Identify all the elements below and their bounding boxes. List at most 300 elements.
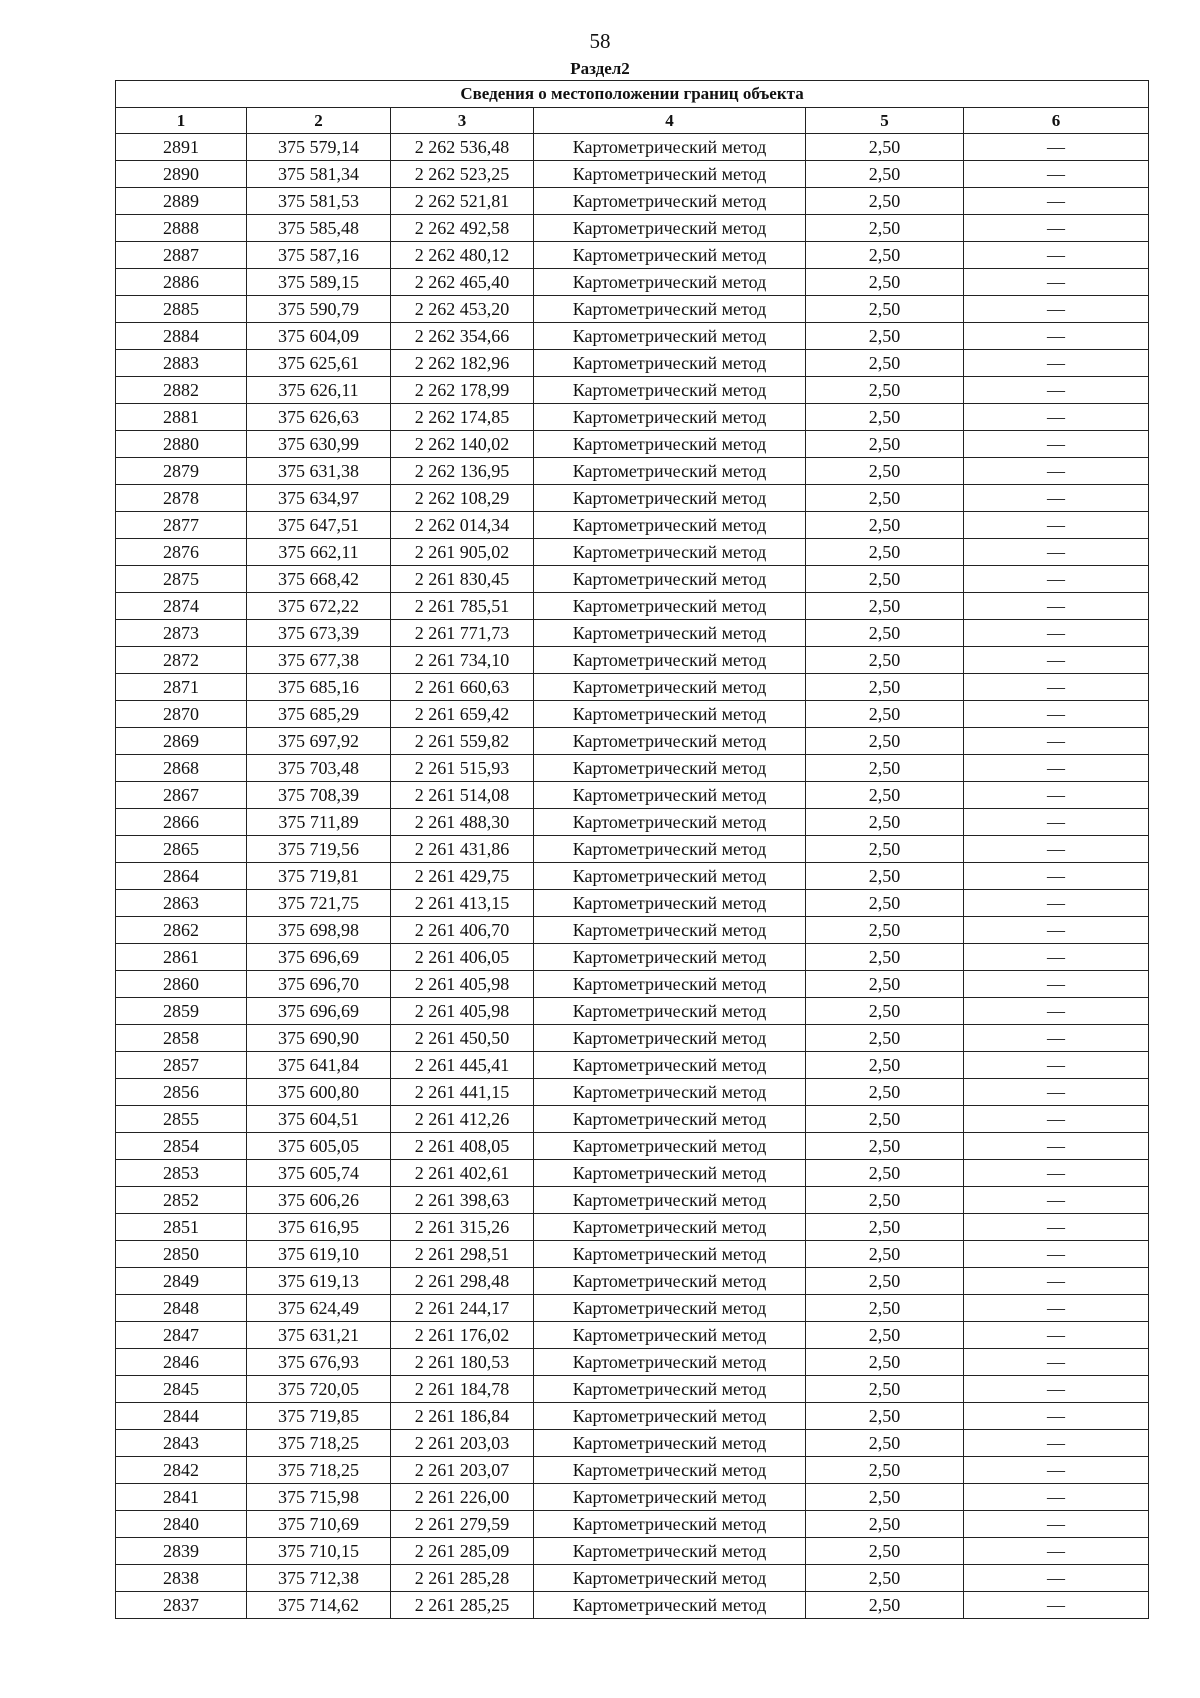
point-number-cell: 2865 xyxy=(116,836,247,863)
method-cell: Картометрический метод xyxy=(534,1133,806,1160)
method-cell: Картометрический метод xyxy=(534,890,806,917)
description-cell: — xyxy=(964,1187,1149,1214)
accuracy-cell: 2,50 xyxy=(806,296,964,323)
description-cell: — xyxy=(964,458,1149,485)
accuracy-cell: 2,50 xyxy=(806,728,964,755)
table-row xyxy=(116,404,1149,431)
point-number-cell: 2878 xyxy=(116,485,247,512)
method-cell: Картометрический метод xyxy=(534,1025,806,1052)
method-cell: Картометрический метод xyxy=(534,1349,806,1376)
table-row xyxy=(116,134,1149,161)
method-cell: Картометрический метод xyxy=(534,1457,806,1484)
accuracy-cell: 2,50 xyxy=(806,1214,964,1241)
y-coordinate-cell: 2 261 279,59 xyxy=(391,1511,534,1538)
table-row xyxy=(116,1511,1149,1538)
description-cell: — xyxy=(964,1376,1149,1403)
y-coordinate-cell: 2 261 830,45 xyxy=(391,566,534,593)
x-coordinate-cell: 375 677,38 xyxy=(247,647,391,674)
x-coordinate-cell: 375 710,15 xyxy=(247,1538,391,1565)
accuracy-cell: 2,50 xyxy=(806,944,964,971)
method-cell: Картометрический метод xyxy=(534,1376,806,1403)
description-cell: — xyxy=(964,296,1149,323)
accuracy-cell: 2,50 xyxy=(806,593,964,620)
description-cell: — xyxy=(964,1241,1149,1268)
point-number-cell: 2879 xyxy=(116,458,247,485)
method-cell: Картометрический метод xyxy=(534,593,806,620)
y-coordinate-cell: 2 261 285,09 xyxy=(391,1538,534,1565)
table-row xyxy=(116,1349,1149,1376)
x-coordinate-cell: 375 685,29 xyxy=(247,701,391,728)
description-cell: — xyxy=(964,323,1149,350)
method-cell: Картометрический метод xyxy=(534,1538,806,1565)
table-row xyxy=(116,1322,1149,1349)
description-cell: — xyxy=(964,431,1149,458)
accuracy-cell: 2,50 xyxy=(806,431,964,458)
accuracy-cell: 2,50 xyxy=(806,485,964,512)
point-number-cell: 2857 xyxy=(116,1052,247,1079)
x-coordinate-cell: 375 624,49 xyxy=(247,1295,391,1322)
x-coordinate-cell: 375 690,90 xyxy=(247,1025,391,1052)
y-coordinate-cell: 2 261 734,10 xyxy=(391,647,534,674)
table-row xyxy=(116,647,1149,674)
x-coordinate-cell: 375 590,79 xyxy=(247,296,391,323)
point-number-cell: 2853 xyxy=(116,1160,247,1187)
x-coordinate-cell: 375 676,93 xyxy=(247,1349,391,1376)
x-coordinate-cell: 375 600,80 xyxy=(247,1079,391,1106)
x-coordinate-cell: 375 604,09 xyxy=(247,323,391,350)
description-cell: — xyxy=(964,1160,1149,1187)
description-cell: — xyxy=(964,1565,1149,1592)
accuracy-cell: 2,50 xyxy=(806,674,964,701)
method-cell: Картометрический метод xyxy=(534,701,806,728)
method-cell: Картометрический метод xyxy=(534,1160,806,1187)
table-row xyxy=(116,1025,1149,1052)
table-row xyxy=(116,1457,1149,1484)
y-coordinate-cell: 2 261 176,02 xyxy=(391,1322,534,1349)
point-number-cell: 2851 xyxy=(116,1214,247,1241)
method-cell: Картометрический метод xyxy=(534,1322,806,1349)
method-cell: Картометрический метод xyxy=(534,431,806,458)
accuracy-cell: 2,50 xyxy=(806,134,964,161)
x-coordinate-cell: 375 589,15 xyxy=(247,269,391,296)
y-coordinate-cell: 2 261 408,05 xyxy=(391,1133,534,1160)
x-coordinate-cell: 375 587,16 xyxy=(247,242,391,269)
accuracy-cell: 2,50 xyxy=(806,1430,964,1457)
y-coordinate-cell: 2 261 298,48 xyxy=(391,1268,534,1295)
y-coordinate-cell: 2 261 406,05 xyxy=(391,944,534,971)
point-number-cell: 2847 xyxy=(116,1322,247,1349)
x-coordinate-cell: 375 604,51 xyxy=(247,1106,391,1133)
x-coordinate-cell: 375 585,48 xyxy=(247,215,391,242)
y-coordinate-cell: 2 261 445,41 xyxy=(391,1052,534,1079)
description-cell: — xyxy=(964,377,1149,404)
y-coordinate-cell: 2 261 514,08 xyxy=(391,782,534,809)
y-coordinate-cell: 2 261 203,03 xyxy=(391,1430,534,1457)
accuracy-cell: 2,50 xyxy=(806,242,964,269)
y-coordinate-cell: 2 261 298,51 xyxy=(391,1241,534,1268)
description-cell: — xyxy=(964,998,1149,1025)
accuracy-cell: 2,50 xyxy=(806,701,964,728)
description-cell: — xyxy=(964,1025,1149,1052)
y-coordinate-cell: 2 261 186,84 xyxy=(391,1403,534,1430)
table-row xyxy=(116,1403,1149,1430)
y-coordinate-cell: 2 262 492,58 xyxy=(391,215,534,242)
method-cell: Картометрический метод xyxy=(534,782,806,809)
column-header: 3 xyxy=(391,108,534,134)
accuracy-cell: 2,50 xyxy=(806,1079,964,1106)
accuracy-cell: 2,50 xyxy=(806,1538,964,1565)
point-number-cell: 2874 xyxy=(116,593,247,620)
table-row xyxy=(116,674,1149,701)
accuracy-cell: 2,50 xyxy=(806,1376,964,1403)
x-coordinate-cell: 375 631,38 xyxy=(247,458,391,485)
x-coordinate-cell: 375 697,92 xyxy=(247,728,391,755)
method-cell: Картометрический метод xyxy=(534,755,806,782)
x-coordinate-cell: 375 673,39 xyxy=(247,620,391,647)
accuracy-cell: 2,50 xyxy=(806,539,964,566)
description-cell: — xyxy=(964,620,1149,647)
table-row xyxy=(116,593,1149,620)
description-cell: — xyxy=(964,755,1149,782)
accuracy-cell: 2,50 xyxy=(806,1349,964,1376)
method-cell: Картометрический метод xyxy=(534,1592,806,1619)
description-cell: — xyxy=(964,674,1149,701)
accuracy-cell: 2,50 xyxy=(806,566,964,593)
description-cell: — xyxy=(964,1295,1149,1322)
x-coordinate-cell: 375 616,95 xyxy=(247,1214,391,1241)
accuracy-cell: 2,50 xyxy=(806,1592,964,1619)
method-cell: Картометрический метод xyxy=(534,863,806,890)
y-coordinate-cell: 2 261 450,50 xyxy=(391,1025,534,1052)
method-cell: Картометрический метод xyxy=(534,161,806,188)
method-cell: Картометрический метод xyxy=(534,1052,806,1079)
table-row xyxy=(116,782,1149,809)
point-number-cell: 2886 xyxy=(116,269,247,296)
x-coordinate-cell: 375 630,99 xyxy=(247,431,391,458)
method-cell: Картометрический метод xyxy=(534,1403,806,1430)
method-cell: Картометрический метод xyxy=(534,485,806,512)
column-header: 4 xyxy=(534,108,806,134)
table-caption: Сведения о местоположении границ объекта xyxy=(116,81,1149,108)
point-number-cell: 2881 xyxy=(116,404,247,431)
point-number-cell: 2884 xyxy=(116,323,247,350)
table-row xyxy=(116,971,1149,998)
method-cell: Картометрический метод xyxy=(534,188,806,215)
y-coordinate-cell: 2 261 441,15 xyxy=(391,1079,534,1106)
description-cell: — xyxy=(964,1322,1149,1349)
x-coordinate-cell: 375 662,11 xyxy=(247,539,391,566)
x-coordinate-cell: 375 668,42 xyxy=(247,566,391,593)
y-coordinate-cell: 2 262 465,40 xyxy=(391,269,534,296)
x-coordinate-cell: 375 647,51 xyxy=(247,512,391,539)
x-coordinate-cell: 375 719,85 xyxy=(247,1403,391,1430)
x-coordinate-cell: 375 712,38 xyxy=(247,1565,391,1592)
y-coordinate-cell: 2 261 226,00 xyxy=(391,1484,534,1511)
accuracy-cell: 2,50 xyxy=(806,512,964,539)
description-cell: — xyxy=(964,890,1149,917)
description-cell: — xyxy=(964,1079,1149,1106)
method-cell: Картометрический метод xyxy=(534,647,806,674)
point-number-cell: 2866 xyxy=(116,809,247,836)
y-coordinate-cell: 2 262 174,85 xyxy=(391,404,534,431)
x-coordinate-cell: 375 711,89 xyxy=(247,809,391,836)
point-number-cell: 2888 xyxy=(116,215,247,242)
accuracy-cell: 2,50 xyxy=(806,377,964,404)
point-number-cell: 2869 xyxy=(116,728,247,755)
y-coordinate-cell: 2 261 905,02 xyxy=(391,539,534,566)
point-number-cell: 2859 xyxy=(116,998,247,1025)
x-coordinate-cell: 375 626,63 xyxy=(247,404,391,431)
method-cell: Картометрический метод xyxy=(534,512,806,539)
table-row xyxy=(116,1565,1149,1592)
accuracy-cell: 2,50 xyxy=(806,1484,964,1511)
description-cell: — xyxy=(964,134,1149,161)
y-coordinate-cell: 2 261 785,51 xyxy=(391,593,534,620)
x-coordinate-cell: 375 696,69 xyxy=(247,998,391,1025)
point-number-cell: 2856 xyxy=(116,1079,247,1106)
point-number-cell: 2872 xyxy=(116,647,247,674)
table-caption-row xyxy=(116,81,1149,108)
x-coordinate-cell: 375 708,39 xyxy=(247,782,391,809)
method-cell: Картометрический метод xyxy=(534,728,806,755)
table-row xyxy=(116,1160,1149,1187)
table-row xyxy=(116,1187,1149,1214)
y-coordinate-cell: 2 262 480,12 xyxy=(391,242,534,269)
table-row xyxy=(116,1484,1149,1511)
accuracy-cell: 2,50 xyxy=(806,458,964,485)
y-coordinate-cell: 2 262 182,96 xyxy=(391,350,534,377)
table-row xyxy=(116,350,1149,377)
description-cell: — xyxy=(964,1349,1149,1376)
x-coordinate-cell: 375 719,81 xyxy=(247,863,391,890)
x-coordinate-cell: 375 719,56 xyxy=(247,836,391,863)
description-cell: — xyxy=(964,647,1149,674)
y-coordinate-cell: 2 262 453,20 xyxy=(391,296,534,323)
point-number-cell: 2882 xyxy=(116,377,247,404)
x-coordinate-cell: 375 698,98 xyxy=(247,917,391,944)
method-cell: Картометрический метод xyxy=(534,323,806,350)
y-coordinate-cell: 2 261 559,82 xyxy=(391,728,534,755)
y-coordinate-cell: 2 261 406,70 xyxy=(391,917,534,944)
method-cell: Картометрический метод xyxy=(534,269,806,296)
x-coordinate-cell: 375 714,62 xyxy=(247,1592,391,1619)
x-coordinate-cell: 375 718,25 xyxy=(247,1430,391,1457)
description-cell: — xyxy=(964,1484,1149,1511)
accuracy-cell: 2,50 xyxy=(806,1322,964,1349)
accuracy-cell: 2,50 xyxy=(806,350,964,377)
y-coordinate-cell: 2 261 771,73 xyxy=(391,620,534,647)
point-number-cell: 2850 xyxy=(116,1241,247,1268)
description-cell: — xyxy=(964,512,1149,539)
point-number-cell: 2877 xyxy=(116,512,247,539)
table-row xyxy=(116,755,1149,782)
method-cell: Картометрический метод xyxy=(534,674,806,701)
y-coordinate-cell: 2 262 178,99 xyxy=(391,377,534,404)
description-cell: — xyxy=(964,701,1149,728)
method-cell: Картометрический метод xyxy=(534,215,806,242)
x-coordinate-cell: 375 631,21 xyxy=(247,1322,391,1349)
point-number-cell: 2880 xyxy=(116,431,247,458)
x-coordinate-cell: 375 625,61 xyxy=(247,350,391,377)
table-row xyxy=(116,701,1149,728)
point-number-cell: 2875 xyxy=(116,566,247,593)
column-header: 6 xyxy=(964,108,1149,134)
point-number-cell: 2849 xyxy=(116,1268,247,1295)
y-coordinate-cell: 2 262 521,81 xyxy=(391,188,534,215)
y-coordinate-cell: 2 261 285,25 xyxy=(391,1592,534,1619)
table-row xyxy=(116,1079,1149,1106)
x-coordinate-cell: 375 605,74 xyxy=(247,1160,391,1187)
table-row xyxy=(116,728,1149,755)
x-coordinate-cell: 375 605,05 xyxy=(247,1133,391,1160)
table-row xyxy=(116,242,1149,269)
method-cell: Картометрический метод xyxy=(534,566,806,593)
y-coordinate-cell: 2 262 136,95 xyxy=(391,458,534,485)
accuracy-cell: 2,50 xyxy=(806,917,964,944)
x-coordinate-cell: 375 685,16 xyxy=(247,674,391,701)
method-cell: Картометрический метод xyxy=(534,1079,806,1106)
table-row xyxy=(116,1106,1149,1133)
description-cell: — xyxy=(964,1403,1149,1430)
point-number-cell: 2867 xyxy=(116,782,247,809)
description-cell: — xyxy=(964,566,1149,593)
accuracy-cell: 2,50 xyxy=(806,1133,964,1160)
method-cell: Картометрический метод xyxy=(534,998,806,1025)
accuracy-cell: 2,50 xyxy=(806,836,964,863)
table-header-row xyxy=(116,108,1149,134)
method-cell: Картометрический метод xyxy=(534,1187,806,1214)
method-cell: Картометрический метод xyxy=(534,350,806,377)
accuracy-cell: 2,50 xyxy=(806,215,964,242)
table-row xyxy=(116,296,1149,323)
method-cell: Картометрический метод xyxy=(534,458,806,485)
point-number-cell: 2860 xyxy=(116,971,247,998)
accuracy-cell: 2,50 xyxy=(806,269,964,296)
x-coordinate-cell: 375 703,48 xyxy=(247,755,391,782)
accuracy-cell: 2,50 xyxy=(806,1268,964,1295)
y-coordinate-cell: 2 262 354,66 xyxy=(391,323,534,350)
y-coordinate-cell: 2 261 398,63 xyxy=(391,1187,534,1214)
point-number-cell: 2887 xyxy=(116,242,247,269)
y-coordinate-cell: 2 261 184,78 xyxy=(391,1376,534,1403)
point-number-cell: 2885 xyxy=(116,296,247,323)
coordinates-table xyxy=(115,80,1149,1619)
description-cell: — xyxy=(964,1430,1149,1457)
table-row xyxy=(116,890,1149,917)
point-number-cell: 2862 xyxy=(116,917,247,944)
point-number-cell: 2837 xyxy=(116,1592,247,1619)
table-row xyxy=(116,215,1149,242)
accuracy-cell: 2,50 xyxy=(806,1052,964,1079)
method-cell: Картометрический метод xyxy=(534,620,806,647)
accuracy-cell: 2,50 xyxy=(806,620,964,647)
point-number-cell: 2876 xyxy=(116,539,247,566)
table-row xyxy=(116,836,1149,863)
accuracy-cell: 2,50 xyxy=(806,404,964,431)
x-coordinate-cell: 375 720,05 xyxy=(247,1376,391,1403)
point-number-cell: 2883 xyxy=(116,350,247,377)
table-row xyxy=(116,188,1149,215)
y-coordinate-cell: 2 261 315,26 xyxy=(391,1214,534,1241)
table-row xyxy=(116,809,1149,836)
point-number-cell: 2870 xyxy=(116,701,247,728)
point-number-cell: 2855 xyxy=(116,1106,247,1133)
method-cell: Картометрический метод xyxy=(534,944,806,971)
description-cell: — xyxy=(964,1538,1149,1565)
method-cell: Картометрический метод xyxy=(534,242,806,269)
description-cell: — xyxy=(964,1457,1149,1484)
x-coordinate-cell: 375 721,75 xyxy=(247,890,391,917)
description-cell: — xyxy=(964,863,1149,890)
y-coordinate-cell: 2 262 140,02 xyxy=(391,431,534,458)
column-header: 2 xyxy=(247,108,391,134)
accuracy-cell: 2,50 xyxy=(806,782,964,809)
accuracy-cell: 2,50 xyxy=(806,971,964,998)
x-coordinate-cell: 375 581,34 xyxy=(247,161,391,188)
description-cell: — xyxy=(964,728,1149,755)
description-cell: — xyxy=(964,269,1149,296)
description-cell: — xyxy=(964,1052,1149,1079)
y-coordinate-cell: 2 262 536,48 xyxy=(391,134,534,161)
table-row xyxy=(116,944,1149,971)
table-body xyxy=(116,134,1149,1619)
description-cell: — xyxy=(964,242,1149,269)
page-number: 58 xyxy=(589,29,611,53)
method-cell: Картометрический метод xyxy=(534,971,806,998)
point-number-cell: 2854 xyxy=(116,1133,247,1160)
y-coordinate-cell: 2 261 405,98 xyxy=(391,998,534,1025)
table-row xyxy=(116,323,1149,350)
y-coordinate-cell: 2 261 488,30 xyxy=(391,809,534,836)
x-coordinate-cell: 375 619,10 xyxy=(247,1241,391,1268)
table-row xyxy=(116,458,1149,485)
method-cell: Картометрический метод xyxy=(534,1511,806,1538)
accuracy-cell: 2,50 xyxy=(806,1565,964,1592)
description-cell: — xyxy=(964,809,1149,836)
point-number-cell: 2843 xyxy=(116,1430,247,1457)
table-row xyxy=(116,1214,1149,1241)
x-coordinate-cell: 375 579,14 xyxy=(247,134,391,161)
point-number-cell: 2864 xyxy=(116,863,247,890)
x-coordinate-cell: 375 619,13 xyxy=(247,1268,391,1295)
y-coordinate-cell: 2 262 108,29 xyxy=(391,485,534,512)
table-row xyxy=(116,620,1149,647)
point-number-cell: 2841 xyxy=(116,1484,247,1511)
description-cell: — xyxy=(964,188,1149,215)
x-coordinate-cell: 375 634,97 xyxy=(247,485,391,512)
description-cell: — xyxy=(964,1268,1149,1295)
x-coordinate-cell: 375 606,26 xyxy=(247,1187,391,1214)
table-row xyxy=(116,1133,1149,1160)
point-number-cell: 2890 xyxy=(116,161,247,188)
y-coordinate-cell: 2 261 402,61 xyxy=(391,1160,534,1187)
description-cell: — xyxy=(964,350,1149,377)
x-coordinate-cell: 375 710,69 xyxy=(247,1511,391,1538)
table-row xyxy=(116,566,1149,593)
description-cell: — xyxy=(964,161,1149,188)
point-number-cell: 2840 xyxy=(116,1511,247,1538)
accuracy-cell: 2,50 xyxy=(806,1241,964,1268)
point-number-cell: 2842 xyxy=(116,1457,247,1484)
description-cell: — xyxy=(964,1214,1149,1241)
description-cell: — xyxy=(964,215,1149,242)
method-cell: Картометрический метод xyxy=(534,1430,806,1457)
accuracy-cell: 2,50 xyxy=(806,323,964,350)
table-row xyxy=(116,512,1149,539)
method-cell: Картометрический метод xyxy=(534,377,806,404)
table-row xyxy=(116,1538,1149,1565)
accuracy-cell: 2,50 xyxy=(806,863,964,890)
